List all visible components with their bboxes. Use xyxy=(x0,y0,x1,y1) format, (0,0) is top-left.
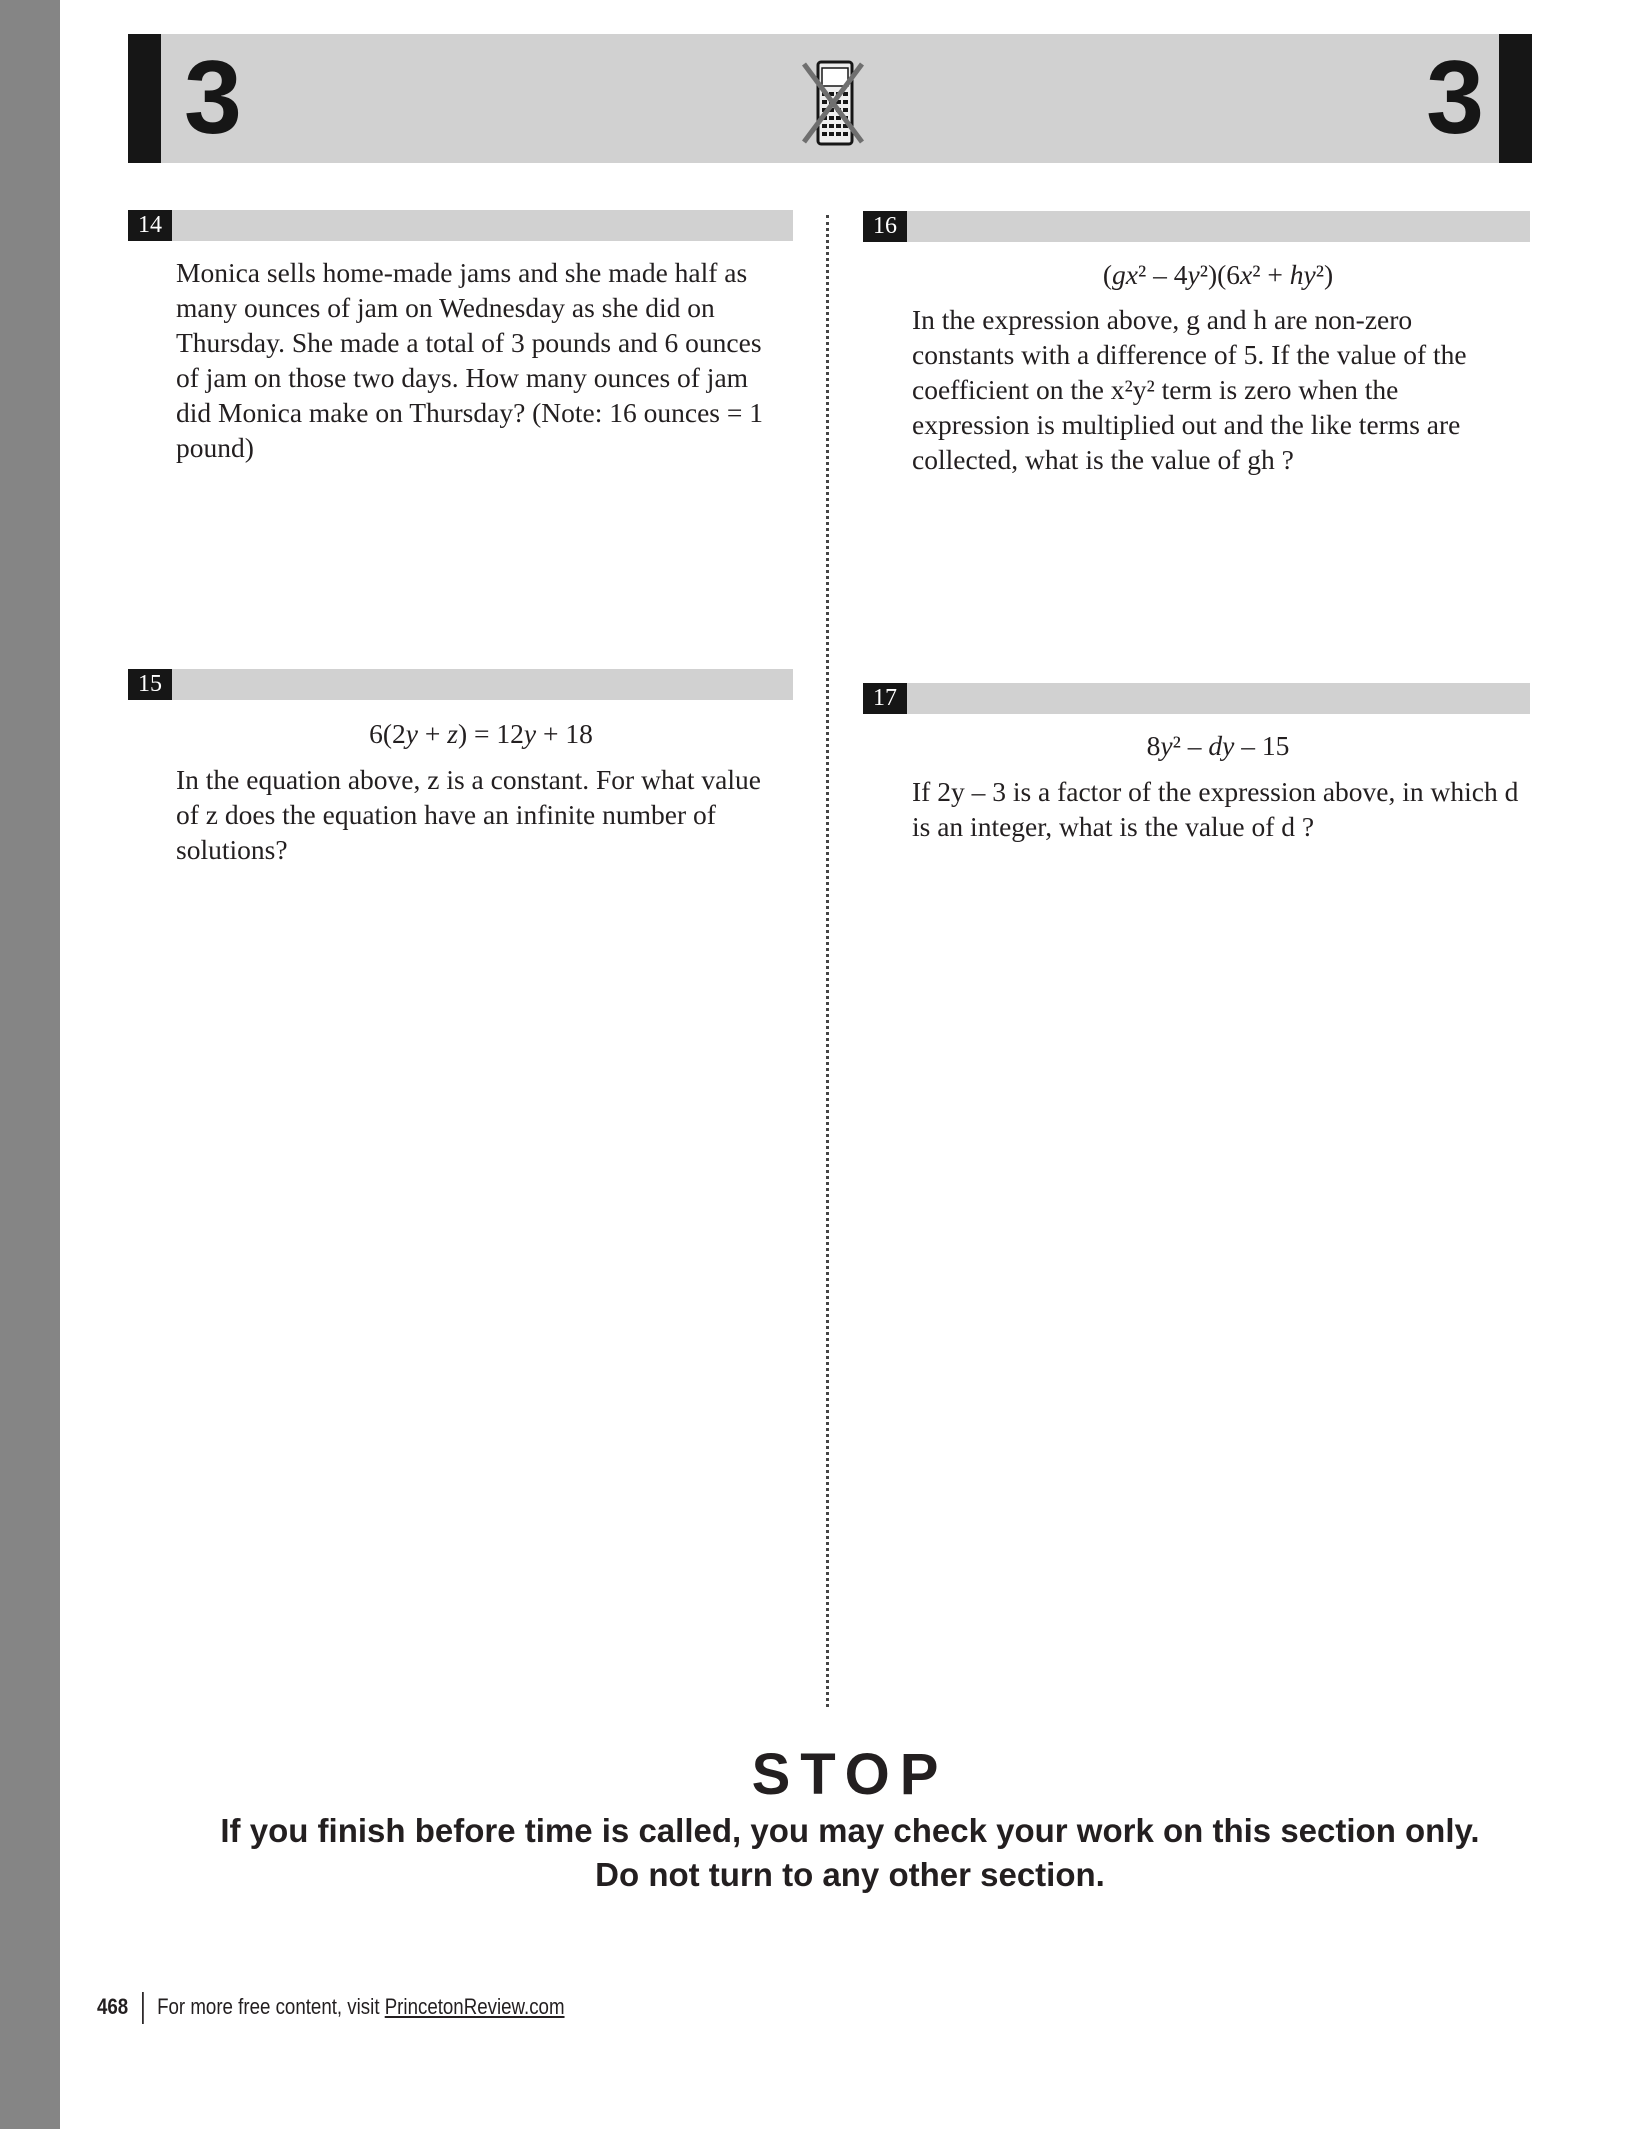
question-16-text: In the expression above, g and h are non-zero constants with a difference of 5. If the value of the coefficient on the x²y² term is zero when the expression is multiplied out and the like terms are collected, what is the value of gh ? xyxy=(912,304,1467,475)
stop-instruction-1: If you finish before time is called, you may check your work on this section only. xyxy=(220,1812,1480,1849)
section-header xyxy=(128,34,1532,163)
question-17-equation: 8y² – dy – 15 xyxy=(1146,730,1290,761)
header-right-bar xyxy=(1499,34,1532,163)
footer-separator xyxy=(142,1992,144,2024)
header-left-bar xyxy=(128,34,161,163)
question-14-text: Monica sells home-made jams and she made half as many ounces of jam on Wednesday as she did on Thursday. She made a total of 3 pounds and 6 ounces of jam on those two days. How many ounces of jam did Monica make on Thursday? (Note: 16 ounces = 1 pound) xyxy=(176,257,764,463)
section-number-left: 3 xyxy=(184,40,242,156)
section-number-right: 3 xyxy=(1426,40,1484,156)
stop-instruction-2: Do not turn to any other section. xyxy=(595,1856,1105,1893)
question-number: 17 xyxy=(863,683,907,714)
princeton-review-link[interactable]: PrincetonReview.com xyxy=(384,1994,565,2019)
question-number: 16 xyxy=(863,211,907,242)
question-number: 15 xyxy=(128,669,172,700)
question-15-header xyxy=(128,669,793,700)
page-number: 468 xyxy=(97,1994,129,2019)
question-15-equation: 6(2y + z) = 12y + 18 xyxy=(369,718,593,749)
page-footer xyxy=(97,1990,565,2024)
question-14-header xyxy=(128,210,793,241)
question-number: 14 xyxy=(128,210,172,241)
footer-text: For more free content, visit xyxy=(157,1994,385,2019)
page-edge-tab xyxy=(0,0,60,2129)
no-calculator-icon xyxy=(794,58,874,146)
stop-title: STOP xyxy=(751,1742,949,1807)
question-16-header xyxy=(863,211,1530,242)
question-15-text: In the equation above, z is a constant. For what value of z does the equation have an infinite number of solutions? xyxy=(176,764,761,865)
column-divider xyxy=(826,215,829,1707)
question-17-header xyxy=(863,683,1530,714)
question-16-equation: (gx² – 4y²)(6x² + hy²) xyxy=(1102,259,1334,290)
question-17-text: If 2y – 3 is a factor of the expression above, in which d is an integer, what is the value of d ? xyxy=(912,776,1519,842)
